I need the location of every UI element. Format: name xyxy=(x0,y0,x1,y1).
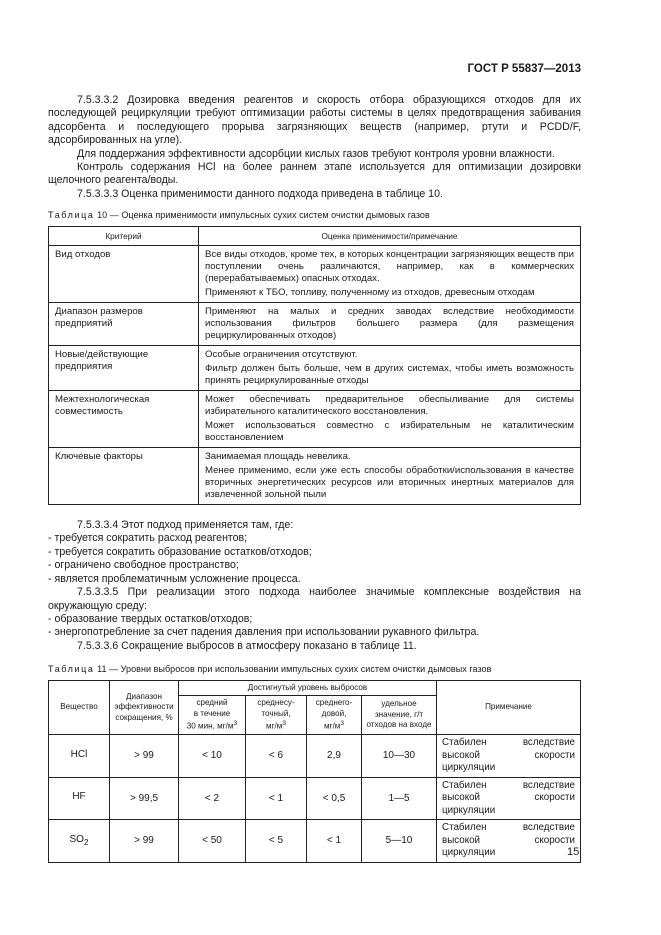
daily-cell: < 1 xyxy=(246,777,307,820)
column-header-range: Диапазон эффективности сокращения, % xyxy=(110,680,179,735)
list-item: - требуется сократить расход реагентов; xyxy=(48,532,248,545)
note-text: Особые ограничения отсутствуют. xyxy=(205,349,358,361)
note-text: Может использоваться совместно с избирательным не каталитическим восстановлением xyxy=(205,420,574,444)
column-header-note: Примечание xyxy=(437,680,581,735)
table-label: Таблица xyxy=(48,210,95,221)
list-item: - ограничено свободное пространство; xyxy=(48,559,239,572)
table-caption-text: 10 — Оценка применимости импульсных сухих систем очистки дымовых газов xyxy=(97,210,430,221)
daily-cell: < 5 xyxy=(246,820,307,863)
substance-cell xyxy=(49,777,110,820)
table-11 xyxy=(48,680,581,863)
range-cell: > 99 xyxy=(110,735,179,778)
table-row xyxy=(49,820,581,863)
table-label: Таблица xyxy=(48,664,95,675)
list-item: - требуется сократить образование остатков/отходов; xyxy=(48,545,312,558)
criterion-cell: Диапазон размеров предприятий xyxy=(49,303,199,346)
header-line: мг/м xyxy=(265,721,283,731)
note-cell: Стабилен вследствие высокой скорости циркуляции xyxy=(437,820,581,863)
annual-cell: 2,9 xyxy=(307,735,362,778)
assessment-cell xyxy=(199,346,581,391)
criterion-cell: Вид отходов xyxy=(49,246,199,303)
table-header-row xyxy=(49,680,581,696)
substance-cell xyxy=(49,820,110,863)
page-number: 15 xyxy=(567,846,580,858)
range-cell: > 99 xyxy=(110,820,179,863)
paragraph: 7.5.3.3.4 Этот подход применяется там, где: xyxy=(77,519,294,532)
specific-cell: 5—10 xyxy=(362,820,437,863)
note-cell: Стабилен вследствие высокой скорости циркуляции xyxy=(437,735,581,778)
substance-name: SO xyxy=(69,833,84,845)
substance-name: HCl xyxy=(70,748,88,760)
specific-cell: 1—5 xyxy=(362,777,437,820)
range-cell: > 99,5 xyxy=(110,777,179,820)
annual-cell: < 0,5 xyxy=(307,777,362,820)
assessment-cell xyxy=(199,303,581,346)
note-text: Фильтр должен быть больше, чем в других системах, чтобы иметь возможность принять рециркулированные отходы xyxy=(205,363,574,387)
criterion-cell: Межтехнологическая совместимость xyxy=(49,391,199,448)
superscript: 3 xyxy=(282,720,287,728)
specific-cell: 10—30 xyxy=(362,735,437,778)
page-content xyxy=(48,94,581,863)
paragraph: 7.5.3.3.2 Дозировка введения реагентов и скорость отбора образующихся отходов для их последующей рециркуляции требуют оптимизации работы системы в целях предотвращения забивания адсорбента и последующего прорыва загрязняющих веществ (например, ртути и PCDD/F, адсорбированных на угле). xyxy=(48,94,581,147)
paragraph: Контроль содержания HCl на более раннем этапе используется для оптимизации дозировки щелочного реагента/воды. xyxy=(48,161,581,187)
table-10 xyxy=(48,226,581,505)
header-line: средний xyxy=(196,698,228,708)
table-row xyxy=(49,777,581,820)
note-text: Применяют к ТБО, топливу, полученному из отходов, древесным отходам xyxy=(205,287,535,299)
header-line: среднего- xyxy=(315,698,353,708)
header-line: среднесу- xyxy=(257,698,295,708)
paragraph: 7.5.3.3.6 Сокращение выбросов в атмосферу показано в таблице 11. xyxy=(77,639,417,652)
assessment-cell xyxy=(199,391,581,448)
header-line: мг/м xyxy=(323,721,341,731)
table-row xyxy=(49,346,581,391)
table-row xyxy=(49,391,581,448)
column-header-achieved: Достигнутый уровень выбросов xyxy=(179,680,437,696)
table10-caption xyxy=(48,209,581,222)
column-header-criterion: Критерий xyxy=(49,226,199,245)
table-caption-text: 11 — Уровни выбросов при использовании импульсных сухих систем очистки дымовых газов xyxy=(97,664,492,675)
table-row xyxy=(49,448,581,505)
paragraph: 7.5.3.3.3 Оценка применимости данного подхода приведена в таблице 10. xyxy=(77,187,443,200)
section-7-5-3-3-5 xyxy=(48,586,581,640)
list-item: - образование твердых остатков/отходов; xyxy=(48,612,253,625)
paragraph: Для поддержания эффективности адсорбции кислых газов требуют контроля уровни влажности. xyxy=(77,147,555,160)
section-7-5-3-3-4 xyxy=(48,519,581,586)
header-line: 30 мин, мг/м xyxy=(186,721,234,731)
document-header: ГОСТ Р 55837—2013 xyxy=(467,63,581,75)
daily-cell: < 6 xyxy=(246,735,307,778)
column-header-substance: Вещество xyxy=(49,680,110,735)
avg30-cell: < 10 xyxy=(179,735,246,778)
avg30-cell: < 50 xyxy=(179,820,246,863)
list-item: - является проблематичным усложнение процесса. xyxy=(48,572,301,585)
note-text: Занимаемая площадь невелика. xyxy=(205,451,351,463)
list-item: - энергопотребление за счет падения давления при использовании рукавного фильтра. xyxy=(48,626,480,639)
subscript: 2 xyxy=(83,836,89,847)
table-row xyxy=(49,735,581,778)
note-text: Применяют на малых и средних заводах вследствие необходимости использования фильтров большего размера (для размещения рециркулированных отходов) xyxy=(205,306,574,342)
annual-cell: < 1 xyxy=(307,820,362,863)
criterion-cell: Новые/действующие предприятия xyxy=(49,346,199,391)
assessment-cell xyxy=(199,246,581,303)
note-cell: Стабилен вследствие высокой скорости циркуляции xyxy=(437,777,581,820)
header-line: точный, xyxy=(261,708,291,718)
assessment-cell xyxy=(199,448,581,505)
note-text: Может обеспечивать предварительное обеспыливание для системы избирательного каталитического восстановления. xyxy=(205,394,574,418)
table-header-row xyxy=(49,226,581,245)
note-text: Менее применимо, если уже есть способы обработки/использования в качестве вторичных энергетических ресурсов или вторичных инертных материалов для извлеченной зольной пыли xyxy=(205,465,574,501)
table-row xyxy=(49,246,581,303)
table11-caption xyxy=(48,663,581,676)
substance-cell xyxy=(49,735,110,778)
superscript: 3 xyxy=(233,720,238,728)
column-header-assessment: Оценка применимости/примечание xyxy=(199,226,581,245)
note-text: Все виды отходов, кроме тех, в которых концентрации загрязняющих веществ при поступлении очень различаются, например, как в коммерческих (перерабатываемых) опасных отходах. xyxy=(205,249,574,285)
paragraph: 7.5.3.3.5 При реализации этого подхода наиболее значимые комплексные воздействия на окружающую среду: xyxy=(48,586,581,612)
superscript: 3 xyxy=(340,720,345,728)
criterion-cell: Ключевые факторы xyxy=(49,448,199,505)
column-header-annual xyxy=(307,696,362,735)
avg30-cell: < 2 xyxy=(179,777,246,820)
column-header-daily xyxy=(246,696,307,735)
header-line: довой, xyxy=(321,708,347,718)
column-header-specific: удельное значение, г/т отходов на входе xyxy=(362,696,437,735)
column-header-avg30 xyxy=(179,696,246,735)
table-row xyxy=(49,303,581,346)
substance-name: HF xyxy=(72,791,86,803)
header-line: в течение xyxy=(193,708,231,718)
